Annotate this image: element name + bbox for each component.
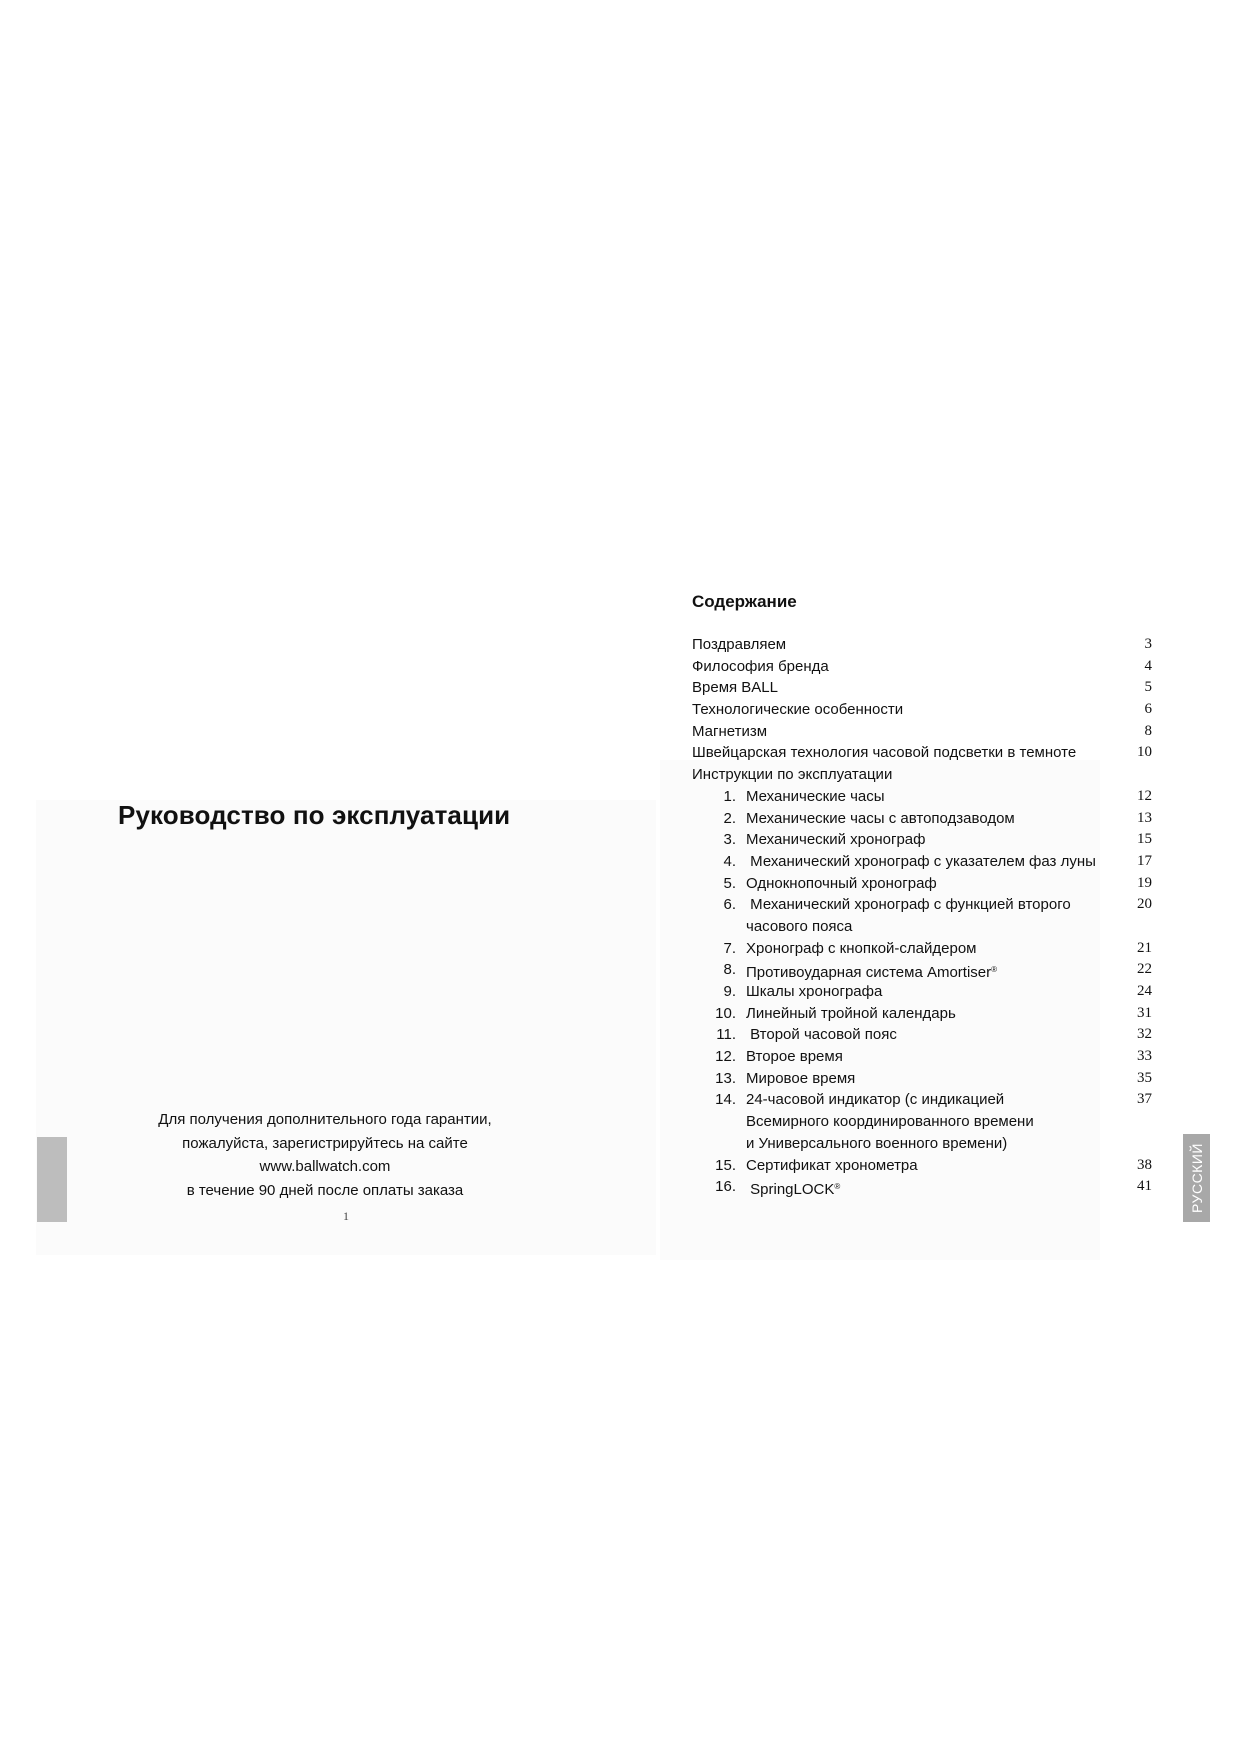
warranty-line: Для получения дополнительного года гарантии, — [158, 1111, 492, 1128]
warranty-url: www.ballwatch.com — [259, 1158, 391, 1175]
toc-item-number: 15. — [715, 1156, 736, 1174]
toc-item-number: 7. — [723, 939, 736, 957]
toc-page-number: 35 — [1137, 1069, 1152, 1086]
toc-item-number: 1. — [723, 787, 736, 805]
warranty-note — [130, 1108, 520, 1202]
toc-row — [692, 1155, 1152, 1177]
toc-item-title-text: Механический хронограф с функцией второго — [746, 896, 1071, 914]
toc-item-title — [692, 721, 767, 743]
toc-page-number: 38 — [1137, 1156, 1152, 1173]
toc-heading: Содержание — [692, 592, 797, 611]
toc-item-title-text: часового пояса — [746, 917, 853, 935]
toc-row — [692, 1133, 1152, 1155]
toc-page-number: 8 — [1144, 722, 1152, 739]
toc-page-number: 31 — [1137, 1004, 1152, 1021]
toc-item-title — [746, 851, 1096, 873]
toc-row — [692, 938, 1152, 960]
toc-item-title-text: Противоударная система Amortiser — [746, 964, 992, 982]
toc-item-title-text: Механический хронограф — [746, 831, 926, 849]
toc-item-title — [746, 1155, 918, 1177]
toc-item-title — [746, 1024, 897, 1046]
registered-mark: ® — [834, 1182, 841, 1192]
toc-page-number: 37 — [1137, 1091, 1152, 1108]
toc-row — [692, 873, 1152, 895]
toc-page-number: 22 — [1137, 961, 1152, 978]
toc-item-title — [746, 808, 1015, 830]
toc-item-title — [746, 1133, 1007, 1155]
toc-item-title — [692, 656, 829, 678]
toc-item-number: 12. — [715, 1048, 736, 1066]
toc-item-number: 13. — [715, 1069, 736, 1087]
toc-item-title — [746, 1046, 843, 1068]
toc-item-title — [692, 699, 903, 721]
toc-item-title — [692, 634, 786, 656]
toc-item-number: 3. — [723, 831, 736, 849]
toc-item-title — [746, 786, 885, 808]
toc-row — [692, 981, 1152, 1003]
toc-page-number: 24 — [1137, 983, 1152, 999]
toc-row — [692, 634, 1152, 656]
language-side-tab — [1183, 1134, 1210, 1222]
toc-row — [692, 721, 1152, 743]
page-number: 1 — [343, 1209, 349, 1223]
toc-row — [692, 1046, 1152, 1068]
toc-item-title — [746, 916, 852, 938]
toc-row — [692, 764, 1152, 786]
toc-page-number: 5 — [1144, 679, 1152, 696]
toc-page-number: 4 — [1144, 657, 1152, 674]
toc-page-number: 20 — [1137, 896, 1152, 913]
toc-item-title-text: Сертификат хронометра — [746, 1156, 918, 1174]
toc-item-title — [746, 829, 925, 851]
toc-item-title-text: Магнетизм — [692, 722, 768, 740]
toc-item-title — [746, 1176, 840, 1201]
toc-item-title-text: Второе время — [746, 1048, 843, 1066]
manual-title: Руководство по эксплуатации — [118, 800, 511, 830]
toc-row — [692, 699, 1152, 721]
toc-row — [692, 1068, 1152, 1090]
toc-item-title-text: 24-часовой индикатор (с индикацией — [746, 1091, 1005, 1109]
toc-row — [692, 1176, 1152, 1198]
toc-row — [692, 1111, 1152, 1133]
toc-item-title-text: Инструкции по эксплуатации — [692, 766, 893, 784]
toc-item-title-text: Шкалы хронографа — [746, 983, 883, 1000]
toc-row — [692, 1024, 1152, 1046]
toc-item-title — [746, 1111, 1034, 1133]
toc-row — [692, 916, 1152, 938]
toc-item-title — [746, 938, 976, 960]
toc-row — [692, 742, 1152, 764]
registered-mark: ® — [991, 965, 998, 975]
toc-item-number: 2. — [723, 809, 736, 827]
toc-row — [692, 656, 1152, 678]
toc-item-title — [746, 873, 937, 895]
toc-page-number: 41 — [1137, 1178, 1152, 1195]
toc-item-number: 8. — [723, 961, 736, 979]
toc-item-title-text: Механические часы с автоподзаводом — [746, 809, 1015, 827]
toc-item-title — [746, 1003, 956, 1025]
toc-item-title — [692, 742, 1076, 764]
toc-item-title-text: Швейцарская технология часовой подсветки в темноте — [692, 744, 1077, 762]
toc-page-number: 19 — [1137, 874, 1152, 891]
toc-item-title-text: Механические часы — [746, 787, 885, 805]
toc-row — [692, 808, 1152, 830]
toc-item-title — [692, 677, 778, 699]
warranty-line: пожалуйста, зарегистрируйтесь на сайте — [182, 1134, 468, 1152]
toc-item-title — [746, 1089, 1004, 1111]
toc-page-number: 21 — [1137, 939, 1152, 956]
toc-row — [692, 894, 1152, 916]
toc-item-number: 14. — [715, 1091, 736, 1109]
toc-row — [692, 1003, 1152, 1025]
toc-item-number: 16. — [715, 1178, 736, 1196]
toc-row — [692, 786, 1152, 808]
toc-page-number: 32 — [1137, 1026, 1152, 1043]
toc-item-title-text: и Универсального военного времени) — [746, 1134, 1008, 1152]
toc-item-number: 9. — [723, 983, 736, 1000]
toc-page-number: 6 — [1144, 701, 1152, 718]
toc-item-title — [746, 894, 1071, 916]
toc-item-number: 6. — [723, 896, 736, 914]
toc-row — [692, 959, 1152, 981]
toc-page-number: 17 — [1137, 852, 1152, 869]
toc-row — [692, 1089, 1152, 1111]
toc-page-number: 12 — [1137, 787, 1152, 804]
language-tab-label: РУССКИЙ — [1188, 1143, 1205, 1213]
toc-item-title-text: Время BALL — [692, 679, 778, 697]
toc-item-number: 10. — [715, 1004, 736, 1022]
toc-item-title-text: Второй часовой пояс — [746, 1026, 897, 1044]
toc-item-title-text: Хронограф с кнопкой-слайдером — [746, 939, 977, 957]
toc-page-number: 13 — [1137, 809, 1152, 826]
toc-item-title-text: Линейный тройной календарь — [746, 1004, 956, 1022]
toc-item-title-text: Всемирного координированного времени — [746, 1113, 1034, 1131]
toc-item-title-text: SpringLOCK — [746, 1181, 835, 1199]
toc-item-title-text: Технологические особенности — [692, 701, 904, 719]
toc-page-number: 3 — [1144, 636, 1152, 652]
toc-item-number: 4. — [723, 852, 736, 870]
toc-item-title — [692, 764, 892, 786]
toc-item-title — [746, 981, 882, 1003]
toc-item-number: 11. — [716, 1026, 736, 1044]
toc-item-title-text: Механический хронограф с указателем фаз луны — [746, 852, 1096, 870]
toc-item-title-text: Философия бренда — [692, 657, 829, 675]
toc-item-title — [746, 1068, 855, 1090]
left-side-tab — [37, 1137, 67, 1222]
toc-page-number: 15 — [1137, 831, 1152, 848]
toc-item-title-text: Мировое время — [746, 1069, 856, 1087]
table-of-contents — [692, 634, 1152, 1198]
toc-page-number: 10 — [1137, 744, 1152, 761]
toc-item-title-text: Однокнопочный хронограф — [746, 874, 937, 892]
toc-item-number: 5. — [723, 874, 736, 892]
warranty-line: в течение 90 дней после оплаты заказа — [186, 1181, 464, 1199]
toc-row — [692, 851, 1152, 873]
toc-row — [692, 829, 1152, 851]
toc-row — [692, 677, 1152, 699]
toc-page-number: 33 — [1137, 1048, 1152, 1065]
toc-item-title-text: Поздравляем — [692, 636, 787, 653]
